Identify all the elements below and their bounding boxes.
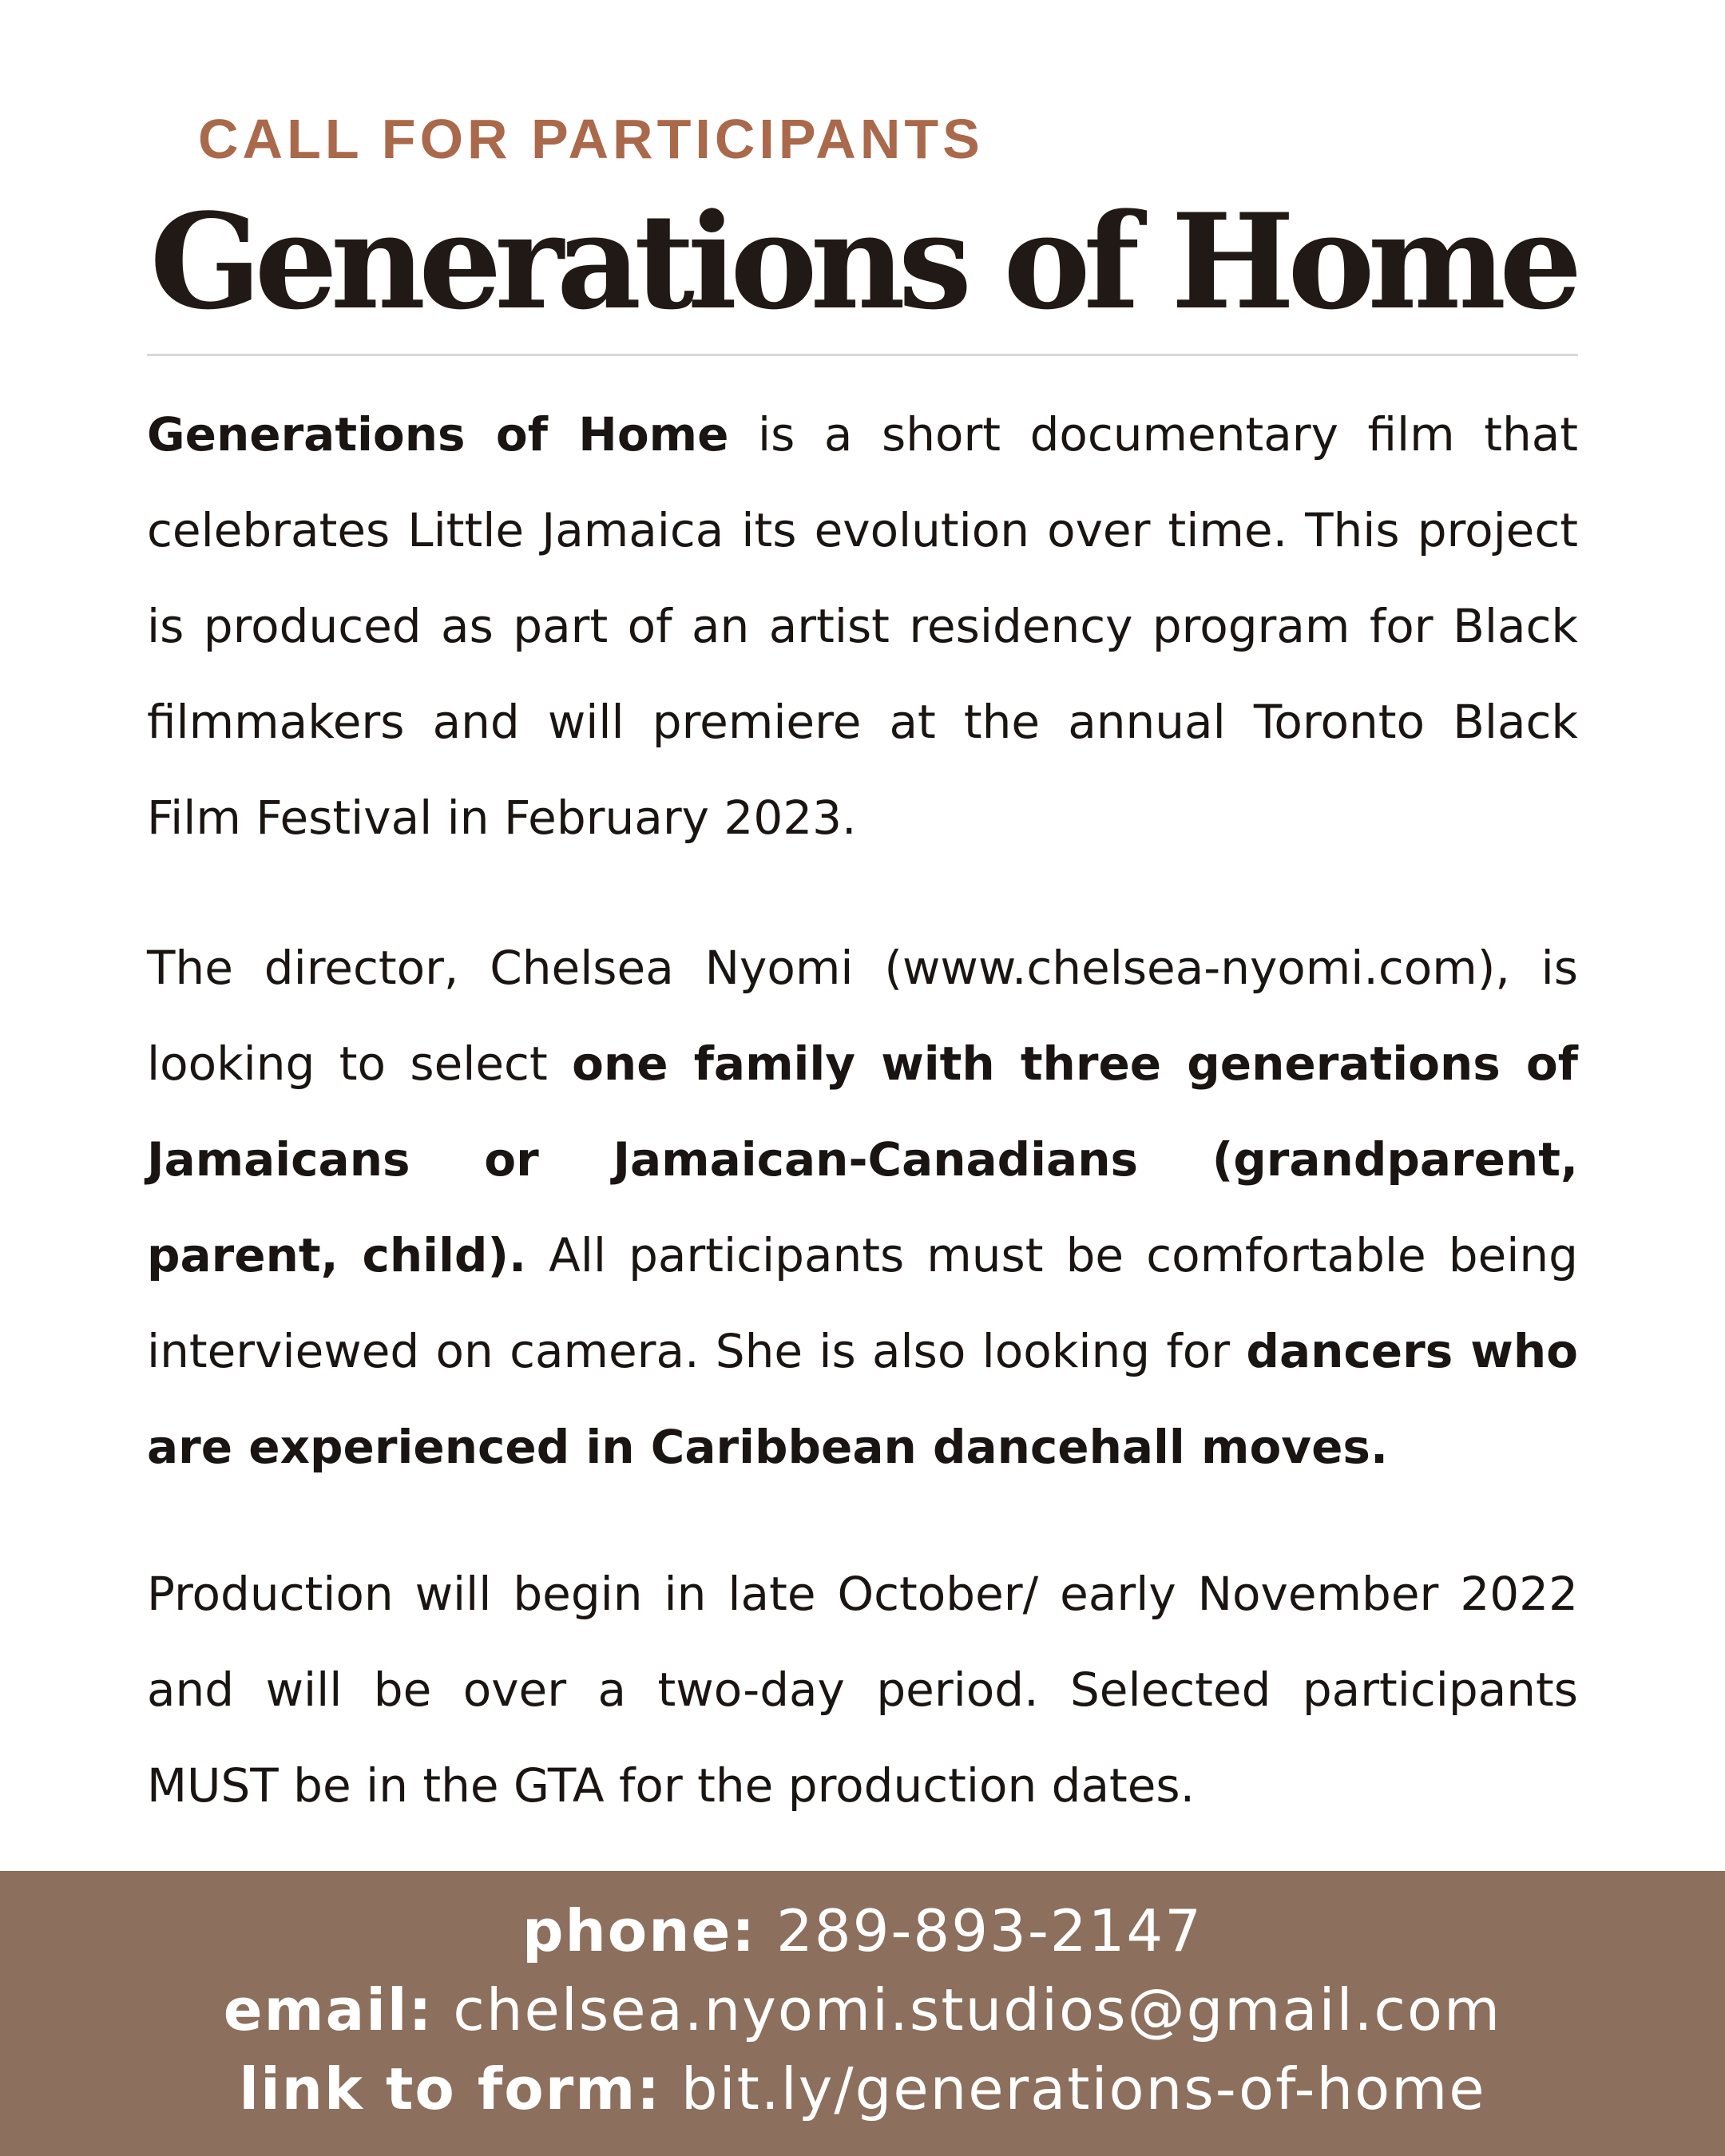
- casting-text-b: All participants must be comfortable being interviewed on camera. She is also looking for: [147, 1228, 1578, 1378]
- dancer-requirement-bold: dancers who are experienced in Caribbean dancehall moves.: [147, 1324, 1578, 1474]
- phone-label: phone:: [521, 1897, 757, 1964]
- page-title: Generations of Home: [149, 184, 1576, 339]
- production-paragraph: [147, 1546, 1578, 1833]
- email-label: email:: [223, 1976, 434, 2043]
- form-link-line: [0, 2049, 1725, 2129]
- phone-line: [0, 1891, 1725, 1971]
- title-divider: [147, 354, 1578, 356]
- email-line: [0, 1970, 1725, 2050]
- intro-text: is a short documentary film that celebrates Little Jamaica its evolution over time. This project is produced as part of an artist residency program for Black filmmakers and will premiere at the annual Toronto Black Film Festival in February 2023.: [147, 407, 1578, 845]
- family-requirement-bold: one family with three generations of Jamaicans or Jamaican-Canadians (grandparent, parent, child).: [147, 1036, 1578, 1282]
- eyebrow-heading: CALL FOR PARTICIPANTS: [198, 108, 984, 170]
- phone-number[interactable]: 289-893-2147: [756, 1897, 1204, 1964]
- production-text: Production will begin in late October/ early November 2022 and will be over a two-day period. Selected participants MUST be in the GTA for the production dates.: [147, 1567, 1578, 1813]
- film-title-bold: Generations of Home: [147, 407, 729, 462]
- casting-paragraph: [147, 920, 1578, 1495]
- form-link-label: link to form:: [239, 2055, 662, 2122]
- form-link[interactable]: bit.ly/generations-of-home: [661, 2055, 1486, 2122]
- contact-footer: [0, 1871, 1725, 2156]
- email-address[interactable]: chelsea.nyomi.studios@gmail.com: [433, 1976, 1502, 2043]
- casting-text-a: The director, Chelsea Nyomi (www.chelsea-nyomi.com), is looking to select: [147, 941, 1578, 1091]
- intro-paragraph: [147, 386, 1578, 866]
